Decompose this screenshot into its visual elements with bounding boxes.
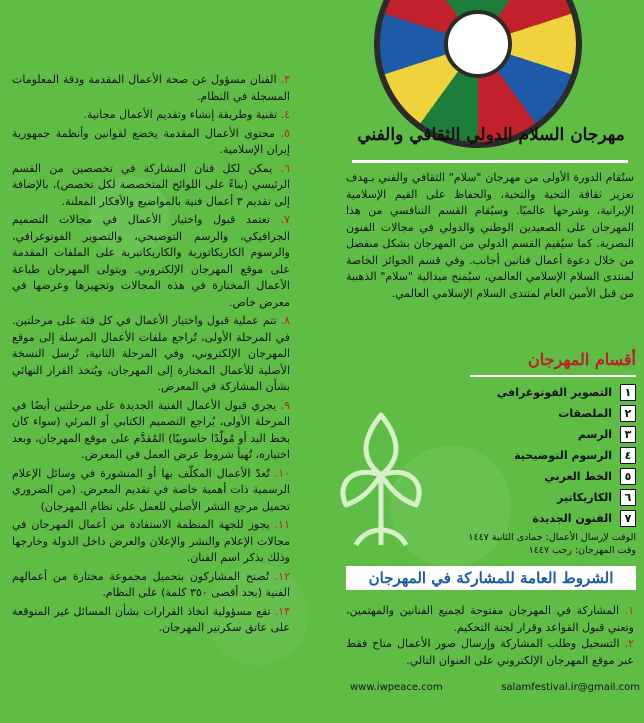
terms-list — [346, 603, 634, 669]
list-item — [470, 403, 636, 423]
dates-block — [450, 531, 636, 557]
rule-item: ٤. تقنية وطريقة إنشاء وتقديم الأعمال مجانية. — [83, 108, 290, 121]
list-item — [470, 382, 636, 402]
rule-item: ١١. يجوز للجهة المنظمة الاستفادة من أعمال المهرجان في مجالات الإعلام والنشر والإعلان والعرض داخل الدولة وخارجها وذلك بذكر اسم الفنان. — [12, 518, 290, 564]
festival-date: وقت المهرجان: رجب ١٤٤٧ — [528, 545, 636, 556]
rule-item: ٧. تعتمد قبول واختيار الأعمال في مجالات التصميم الجرافيكي، والرسم التوضيحي، والتصوير الفوتوغرافي، والرسوم الكاريكاتورية والكاريكاتيرية على الملفات المقدمة على موقع المهرجان الإلكتروني. ويتولى المهرجان طباعة الأعمال المختارة في هذه المجالات وتجهيزها وعرضها في معرض خاص. — [12, 213, 290, 309]
item-number-badge: ٤ — [620, 447, 636, 464]
section-label: التصوير الفوتوغرافي — [496, 385, 612, 399]
terms-item: ١. المشاركة في المهرجان مفتوحة لجميع الفنانين والمهتمين، وتعني قبول القواعد وقرار لجنة التحكيم. — [346, 604, 634, 634]
list-item — [470, 424, 636, 444]
submission-date: الوقت لإرسال الأعمال: جمادى الثانية ١٤٤٧ — [468, 532, 636, 543]
website-link[interactable]: www.iwpeace.com — [350, 682, 443, 693]
sections-divider — [470, 375, 636, 377]
rule-item: ٩. يجري قبول الأعمال الفنية الجديدة على مرحلتين أيضًا في المرحلة الأولى، يُراجع التصميم الكتابي أو المرئي (سواء كان بخط اليد أو مُولّدًا حاسوبيًا) المُقدَّم على موقع المهرجان، وبعد اختياره، تُهيأ شروط عرض العمل في المعرض. — [12, 398, 291, 461]
item-number-badge: ٧ — [620, 510, 636, 527]
rule-item: ٣. الفنان مسؤول عن صحة الأعمال المقدمة ودقة المعلومات المسجلة في النظام. — [12, 73, 290, 103]
intro-paragraph: ستُقام الدورة الأولى من مهرجان "سلام" الثقافي والفني بـهدف تعزيز ثقافة التحية والتحية، والحفاظ على القيم الإسلامية الإيرانية، وشرحها عالميًا. وسيُقام القسم التنافسي من هذا المهرجان على الصعيدين الوطني والدولي في مجالات الفنون البصرية. كما سيُقيم القسم الدولي من المهرجان بشكل منفصل من خلال دعوة أعمال فنانين أجانب. وفي قسم الجوائز الخاصة لمنتدى السلام الإسلامي العالمي، سيُمنح ميدالية "سلام" الذهبية من قبل الأمين العام لمنتدى السلام الإسلامي العالمي. — [346, 171, 634, 300]
terms-title: الشروط العامة للمشاركة في المهرجان — [346, 566, 636, 590]
list-item — [470, 487, 636, 507]
section-label: الرسوم التوضيحية — [514, 448, 612, 462]
email-link[interactable]: salamfestival.ir@gmail.com — [501, 682, 640, 693]
section-label: الملصقات — [558, 406, 612, 420]
terms-item: ٢. التسجيل وطلب المشاركة وإرسال صور الأعمال متاح فقط عبر موقع المهرجان الإلكتروني على العنوان التالي. — [346, 637, 634, 667]
list-item — [470, 508, 636, 528]
rule-item: ١٣. تقع مسؤولية اتخاذ القرارات بشأن المسائل غير المتوقعة على عاتق سكرتير المهرجان. — [12, 604, 291, 634]
item-number-badge: ٣ — [620, 426, 636, 443]
festival-title: مهرجان السلام الدولي الثقافي والفني — [357, 125, 625, 145]
section-label: الفنون الجديدة — [532, 511, 612, 525]
rule-item: ٨. تتم عملية قبول واختيار الأعمال في كل فئة على مرحلتين. في المرحلة الأولى، تُراجع ملفات الأعمال المرسلة إلى موقع المهرجان الإلكتروني، وفي المرحلة الثانية، تُرسل النسخة الأصلية للأعمال المختارة إلى المهرجان، ويُتخذ القرار النهائي بشأن المشاركة في المعرض. — [12, 314, 291, 393]
item-number-badge: ٥ — [620, 468, 636, 485]
section-label: الخط العربي — [544, 469, 612, 483]
sections-list — [470, 382, 636, 529]
rules-column — [12, 72, 290, 639]
title-divider — [352, 160, 628, 163]
list-item — [470, 466, 636, 486]
list-item — [470, 445, 636, 465]
item-number-badge: ١ — [620, 384, 636, 401]
footer — [350, 682, 640, 693]
rule-item: ١٠. تُعدّ الأعمال المكلّف بها أو المنشورة في وسائل الإعلام الرسمية ذات أهمية خاصة في تقديم المعرض. (من الضروري تحميل مرجع النشر الأصلي للعمل على نظام المهرجان) — [12, 466, 291, 513]
sections-title: أقسام المهرجان — [527, 350, 636, 369]
section-label: الكاريكاتير — [557, 490, 612, 504]
rule-item: ٦. يمكن لكل فنان المشاركة في تخصصين من القسم الرئيسي (بناءً على اللوائح المتخصصة لكل تخصص)، بالإضافة إلى تقديم ٣ أعمال فنية بالمواضيع والأفكار المعلنة. — [12, 161, 291, 208]
section-label: الرسم — [577, 427, 612, 441]
rule-item: ١٢. تُصنح المشاركون بتحميل مجموعة مختارة من أعمالهم الفنية (بحد أقصى ٣٥٠ كلمة) على النظام. — [12, 569, 290, 599]
item-number-badge: ٦ — [620, 489, 636, 506]
item-number-badge: ٢ — [620, 405, 636, 422]
rule-item: ٥. محتوى الأعمال المقدمة يخضع لقوانين وأنظمة جمهورية إيران الإسلامية. — [12, 126, 291, 156]
floral-ornament-icon — [326, 405, 436, 555]
